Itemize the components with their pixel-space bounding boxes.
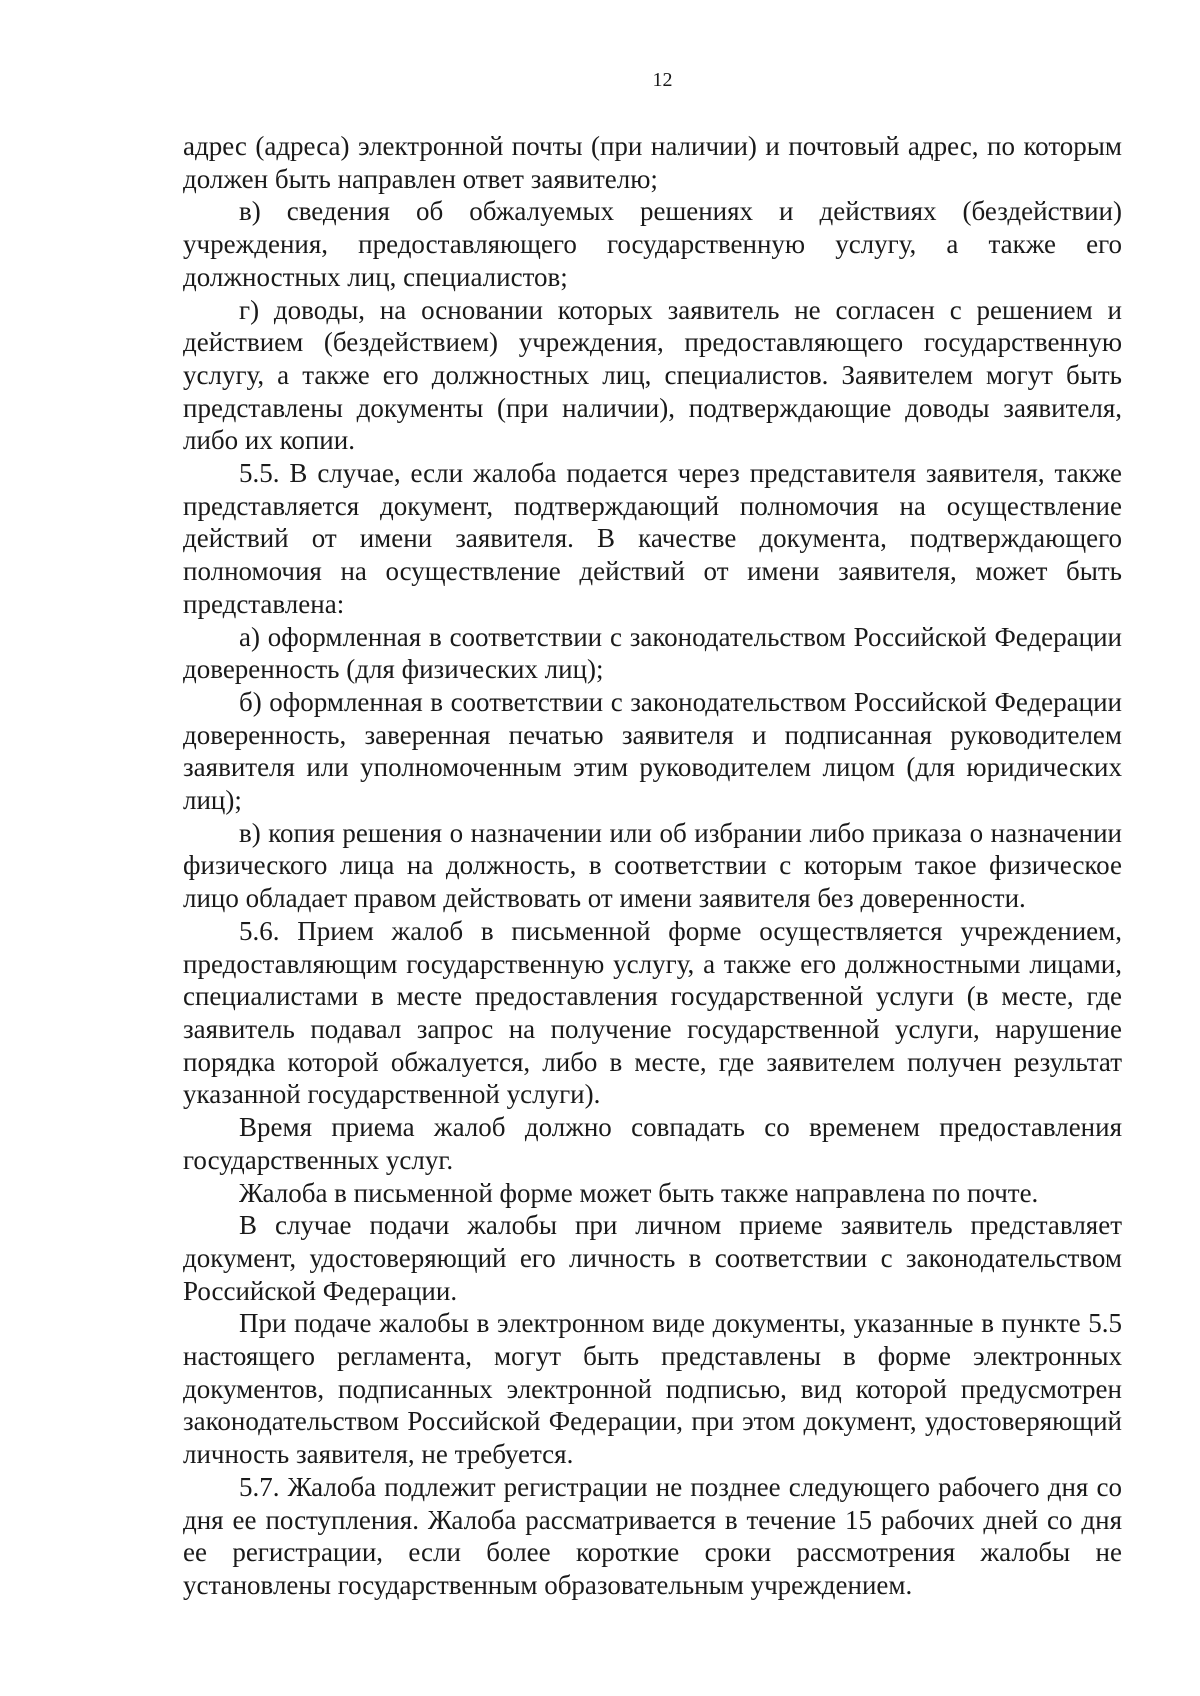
paragraph-contact-address: адрес (адреса) электронной почты (при наличии) и почтовый адрес, по которым должен быть направлен ответ заявителю; <box>183 131 1122 194</box>
paragraph-item-v-decisions: в) сведения об обжалуемых решениях и действиях (бездействии) учреждения, предоставляющего государственную услугу, а также его должностных лиц, специалистов; <box>183 196 1122 292</box>
paragraph-personal-reception: В случае подачи жалобы при личном приеме заявитель представляет документ, удостоверяющий его личность в соответствии с законодательством Российской Федерации. <box>183 1210 1122 1306</box>
paragraph-section-5-5: 5.5. В случае, если жалоба подается через представителя заявителя, также представляется документ, подтверждающий полномочия на осуществление действий от имени заявителя. В качестве документа, подтверждающего полномочия на осуществление действий от имени заявителя, может быть представлена: <box>183 458 1122 619</box>
paragraph-mail: Жалоба в письменной форме может быть также направлена по почте. <box>239 1177 1039 1208</box>
page-number: 12 <box>652 69 673 91</box>
paragraph-item-v-appointment: в) копия решения о назначении или об избрании либо приказа о назначении физического лица на должность, в соответствии с которым такое физическое лицо обладает правом действовать от имени заявителя без доверенности. <box>183 817 1122 914</box>
paragraph-section-5-6: 5.6. Прием жалоб в письменной форме осуществляется учреждением, предоставляющим государственную услугу, а также его должностными лицами, специалистами в месте предоставления государственной услуги (в месте, где заявитель подавал запрос на получение государственной услуги, нарушение порядка которой обжалуется, либо в месте, где заявителем получен результат указанной государственной услуги). <box>183 915 1122 1110</box>
paragraph-electronic-filing: При подаче жалобы в электронном виде документы, указанные в пункте 5.5 настоящего регламента, могут быть представлены в форме электронных документов, подписанных электронной подписью, вид которой предусмотрен законодательством Российской Федерации, при этом документ, удостоверяющий личность заявителя, не требуется. <box>183 1308 1122 1470</box>
paragraph-section-5-7: 5.7. Жалоба подлежит регистрации не позднее следующего рабочего дня со дня ее поступления. Жалоба рассматривается в течение 15 рабочих дней со дня ее регистрации, если более короткие сроки рассмотрения жалобы не установлены государственным образовательным учреждением. <box>183 1471 1122 1600</box>
paragraph-item-b-power-of-attorney: б) оформленная в соответствии с законодательством Российской Федерации доверенность, заверенная печатью заявителя и подписанная руководителем заявителя или уполномоченным этим руководителем лицом (для юридических лиц); <box>183 686 1122 816</box>
paragraph-item-a-power-of-attorney: а) оформленная в соответствии с законодательством Российской Федерации доверенность (для физических лиц); <box>183 621 1122 685</box>
paragraph-item-g-arguments: г) доводы, на основании которых заявитель не согласен с решением и действием (бездействием) учреждения, предоставляющего государственную услугу, а также его должностных лиц, специалистов. Заявителем могут быть представлены документы (при наличии), подтверждающие доводы заявителя, либо их копии. <box>183 294 1122 456</box>
paragraph-reception-time: Время приема жалоб должно совпадать со временем предоставления государственных услуг. <box>183 1112 1122 1175</box>
document-body <box>183 130 1122 1602</box>
